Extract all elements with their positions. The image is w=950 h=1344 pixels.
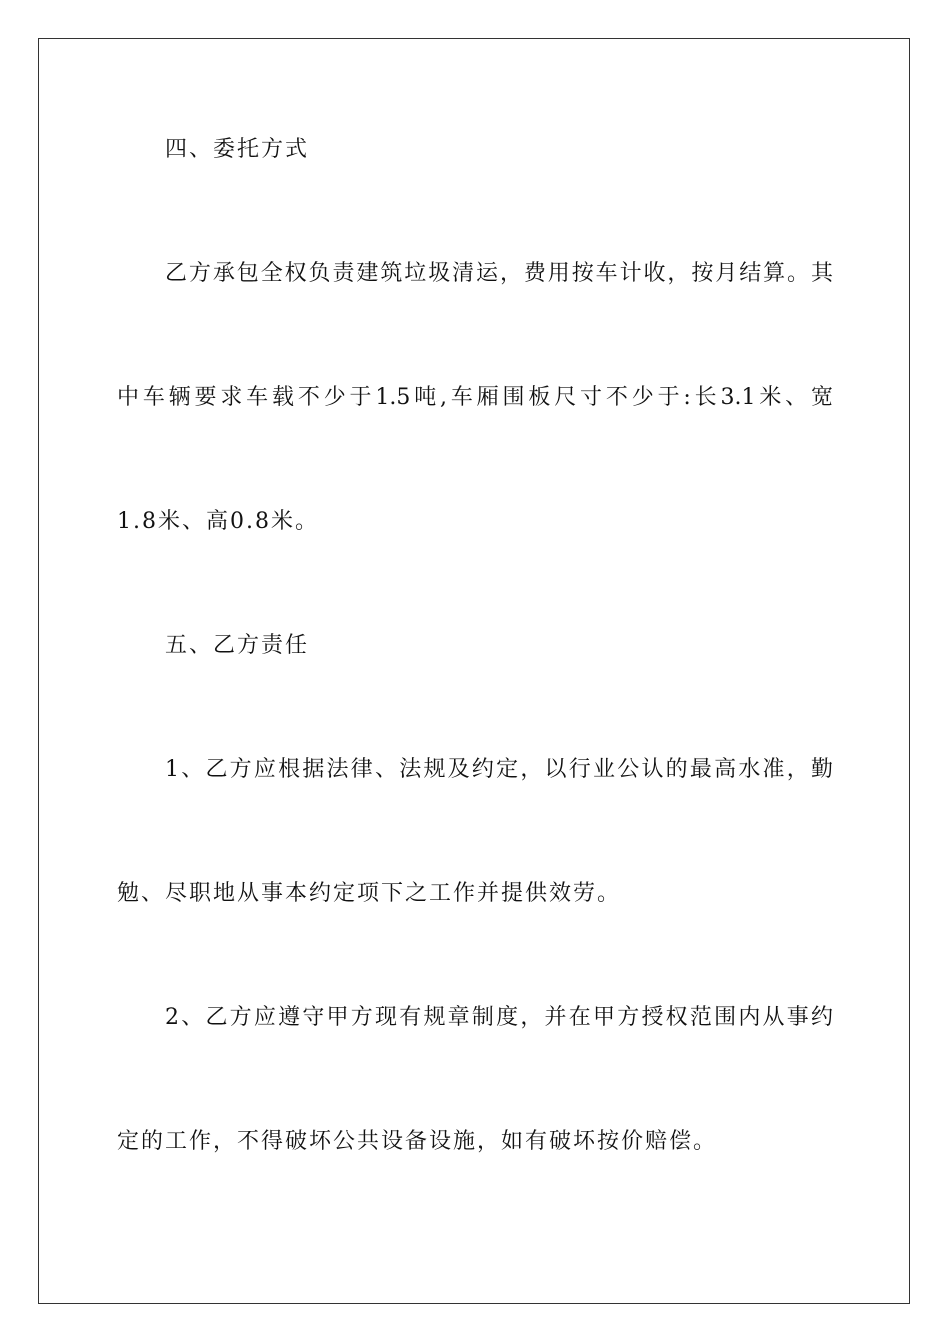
- page-border: [38, 38, 910, 1304]
- paragraph-line: 1.8米、高0.8米。: [117, 509, 319, 534]
- paragraph-line: 勉、尽职地从事本约定项下之工作并提供效劳。: [117, 881, 622, 906]
- section-heading-5: 五、乙方责任: [165, 633, 310, 658]
- paragraph-line: 1、乙方应根据法律、法规及约定，以行业公认的最高水准，勤: [165, 757, 833, 782]
- paragraph-line: 乙方承包全权负责建筑垃圾清运，费用按车计收，按月结算。其: [165, 261, 833, 286]
- paragraph-line: 中车辆要求车载不少于1.5吨,车厢围板尺寸不少于:长3.1米、宽: [117, 385, 833, 410]
- paragraph-line: 2、乙方应遵守甲方现有规章制度，并在甲方授权范围内从事约: [165, 1005, 833, 1030]
- section-heading-4: 四、委托方式: [165, 137, 310, 162]
- paragraph-line: 定的工作，不得破坏公共设备设施，如有破坏按价赔偿。: [117, 1129, 718, 1154]
